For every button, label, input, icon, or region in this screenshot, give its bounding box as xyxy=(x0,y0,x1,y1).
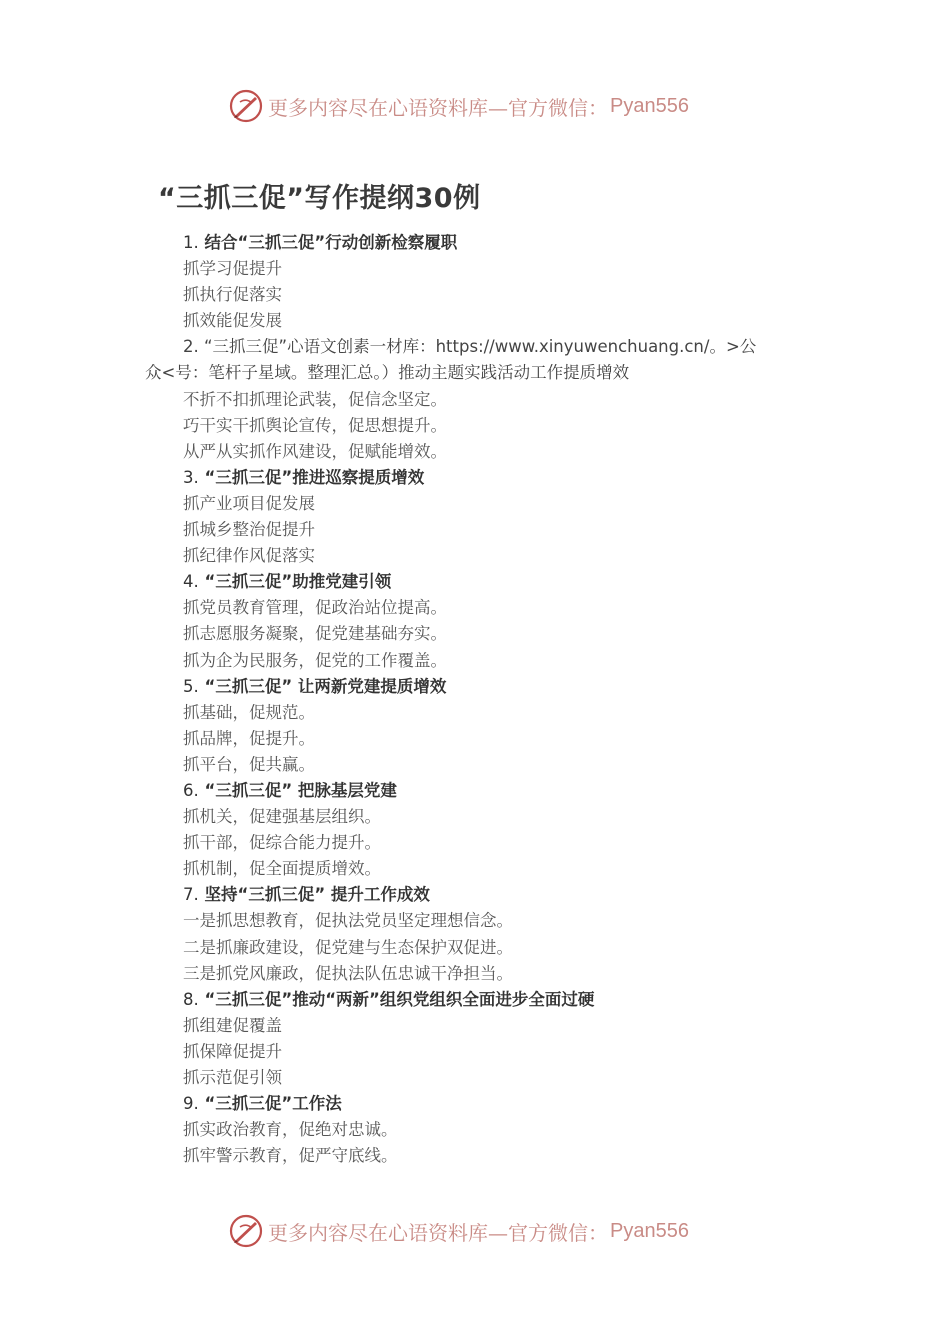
list-item: 巧干实干抓舆论宣传，促思想提升。 xyxy=(183,415,447,435)
section-number: 7. xyxy=(183,885,199,905)
banner-wechat-id: Pyan556 xyxy=(610,94,689,117)
section-heading xyxy=(145,465,805,491)
section-number: 2. xyxy=(183,337,199,357)
pen-logo-icon xyxy=(228,1213,264,1249)
document-title: “三抓三促”写作提纲30例 xyxy=(158,183,481,214)
section-heading-text: “三抓三促”助推党建引领 xyxy=(204,572,392,592)
list-item: 抓学习促提升 xyxy=(183,259,282,279)
banner-text: 更多内容尽在心语资料库—官方微信： xyxy=(268,1220,608,1245)
footer-banner xyxy=(228,1211,689,1251)
list-item: 抓志愿服务凝聚，促党建基础夯实。 xyxy=(183,624,447,644)
list-item: 抓效能促发展 xyxy=(183,311,282,331)
list-item: 抓品牌，促提升。 xyxy=(183,728,315,748)
list-item: 抓平台，促共赢。 xyxy=(183,754,315,774)
section-number: 9. xyxy=(183,1094,199,1114)
section-heading-text: “三抓三促”推动“两新”组织党组织全面进步全面过硬 xyxy=(204,989,595,1009)
section-heading-text: “三抓三促”推进巡察提质增效 xyxy=(204,467,425,487)
section-heading-text: 结合“三抓三促”行动创新检察履职 xyxy=(204,233,458,252)
banner-text: 更多内容尽在心语资料库—官方微信： xyxy=(268,95,608,120)
list-item: 抓实政治教育，促绝对忠诚。 xyxy=(183,1120,398,1140)
section-heading-text: “三抓三促” 让两新党建提质增效 xyxy=(204,676,447,696)
section-heading xyxy=(145,334,805,360)
list-item: 抓保障促提升 xyxy=(183,1041,282,1061)
list-item: 抓产业项目促发展 xyxy=(183,493,315,513)
section-number: 8. xyxy=(183,989,199,1009)
list-item: 抓干部，促综合能力提升。 xyxy=(183,833,381,853)
section-number: 5. xyxy=(183,676,199,696)
list-item: 抓城乡整治促提升 xyxy=(183,520,315,540)
list-item: 一是抓思想教育，促执法党员坚定理想信念。 xyxy=(183,911,513,931)
list-item: 抓为企为民服务，促党的工作覆盖。 xyxy=(183,650,447,670)
section-heading-text: 坚持“三抓三促” 提升工作成效 xyxy=(204,885,430,905)
list-item: 不折不扣抓理论武装，促信念坚定。 xyxy=(183,389,447,409)
section-heading-text: “三抓三促”工作法 xyxy=(204,1094,342,1114)
section-heading xyxy=(145,569,805,595)
list-item: 抓示范促引领 xyxy=(183,1068,282,1087)
section-heading xyxy=(145,1091,805,1117)
section-heading-text: “三抓三促”心语文创素一材库：https://www.xinyuwenchuang.cn/。>公 xyxy=(204,337,757,357)
header-banner xyxy=(228,86,689,126)
list-item: 二是抓廉政建设，促党建与生态保护双促进。 xyxy=(183,937,513,957)
list-item: 三是抓党风廉政，促执法队伍忠诚干净担当。 xyxy=(183,963,513,983)
list-item: 抓牢警示教育，促严守底线。 xyxy=(183,1146,398,1166)
section-number: 4. xyxy=(183,572,199,592)
section-heading-continuation: 众<号：笔杆子星域。整理汇总。）推动主题实践活动工作提质增效 xyxy=(145,363,630,383)
section-heading xyxy=(145,778,805,804)
list-item: 抓基础，促规范。 xyxy=(183,702,315,722)
list-item: 抓党员教育管理，促政治站位提高。 xyxy=(183,598,447,618)
pen-logo-icon xyxy=(228,88,264,124)
section-heading xyxy=(145,674,805,700)
list-item: 抓纪律作风促落实 xyxy=(183,546,315,566)
list-item: 抓机制，促全面提质增效。 xyxy=(183,859,381,879)
section-number: 6. xyxy=(183,780,199,800)
list-item: 抓执行促落实 xyxy=(183,285,282,305)
section-heading-text: “三抓三促” 把脉基层党建 xyxy=(204,780,397,800)
document-body xyxy=(145,230,805,1169)
section-heading xyxy=(145,882,805,908)
section-heading xyxy=(145,230,805,256)
section-number: 1. xyxy=(183,233,199,252)
list-item: 从严从实抓作风建设，促赋能增效。 xyxy=(183,441,447,461)
banner-wechat-id: Pyan556 xyxy=(610,1219,689,1242)
list-item: 抓机关，促建强基层组织。 xyxy=(183,807,381,827)
section-heading xyxy=(145,987,805,1013)
section-number: 3. xyxy=(183,467,199,487)
list-item: 抓组建促覆盖 xyxy=(183,1015,282,1035)
